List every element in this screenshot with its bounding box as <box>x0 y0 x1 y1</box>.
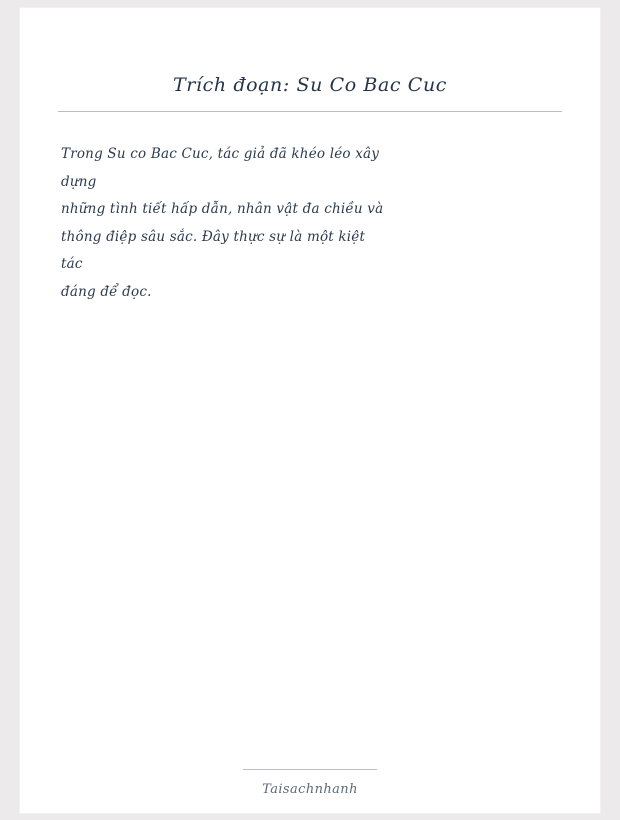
body-line: những tình tiết hấp dẫn, nhân vật đa chiều và <box>61 201 384 217</box>
document-body <box>61 141 481 306</box>
title-divider <box>58 111 562 112</box>
footer-divider <box>243 769 377 770</box>
document-page <box>20 8 600 813</box>
body-line: Trong Su co Bac Cuc, tác giả đã khéo léo xây <box>61 146 380 162</box>
page-footer <box>20 769 600 797</box>
footer-attribution: Taisachnhanh <box>262 782 358 797</box>
body-line: dựng <box>61 173 97 190</box>
body-line: tác <box>61 256 83 272</box>
page-title: Trích đoạn: Su Co Bac Cuc <box>172 74 448 96</box>
body-line: đáng để đọc. <box>61 283 152 300</box>
body-line: thông điệp sâu sắc. Đây thực sự là một kiệt <box>61 228 366 245</box>
